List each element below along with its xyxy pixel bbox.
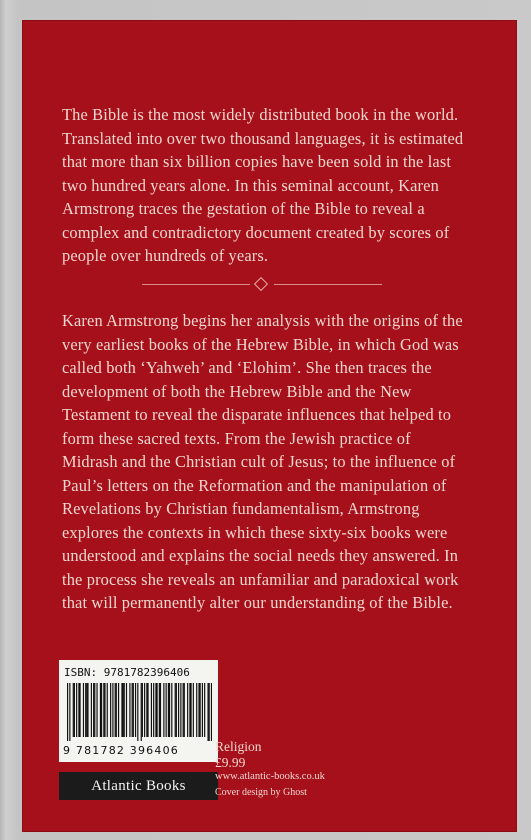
divider-line-left xyxy=(142,284,250,285)
divider-line-right xyxy=(274,284,382,285)
barcode-icon xyxy=(67,683,212,741)
barcode-number: 9 781782 396406 xyxy=(63,744,179,757)
cover-credit: Cover design by Ghost xyxy=(215,787,307,798)
red-panel xyxy=(22,20,517,832)
barcode-sticker xyxy=(59,660,218,762)
category-label: Religion xyxy=(215,739,262,754)
price-label: £9.99 xyxy=(215,755,246,770)
blurb-paragraph-1: The Bible is the most widely distributed book in the world. Translated into over two thousand languages, it is estimated that more than six billion copies have been sold in the last two hundred years alone. In this seminal account, Karen Armstrong traces the gestation of the Bible to reveal a complex and contradictory document created by scores of people over hundreds of years. xyxy=(62,105,464,265)
website-link[interactable]: www.atlantic-books.co.uk xyxy=(215,771,325,782)
ornamental-divider xyxy=(142,278,382,292)
diamond-ornament-icon xyxy=(254,277,268,291)
publisher-logo: Atlantic Books xyxy=(59,772,218,800)
isbn-label: ISBN: 9781782396406 xyxy=(64,666,190,679)
blurb-paragraph-2: Karen Armstrong begins her analysis with the origins of the very earliest books of the Hebrew Bible, in which God was called both ‘Yahweh’ and ‘Elohim’. She then traces the development of both the Hebrew Bible and the New Testament to reveal the disparate influences that helped to form these sacred texts. From the Jewish practice of Midrash and the Christian cult of Jesus; to the influence of Paul’s letters on the Reformation and the manipulation of Revelations by Christian fundamentalism, Armstrong explores the contexts in which these sixty-six books were understood and explains the social needs they answered. In the process she reveals an unfamiliar and paradoxical work that will permanently alter our understanding of the Bible. xyxy=(62,311,463,612)
